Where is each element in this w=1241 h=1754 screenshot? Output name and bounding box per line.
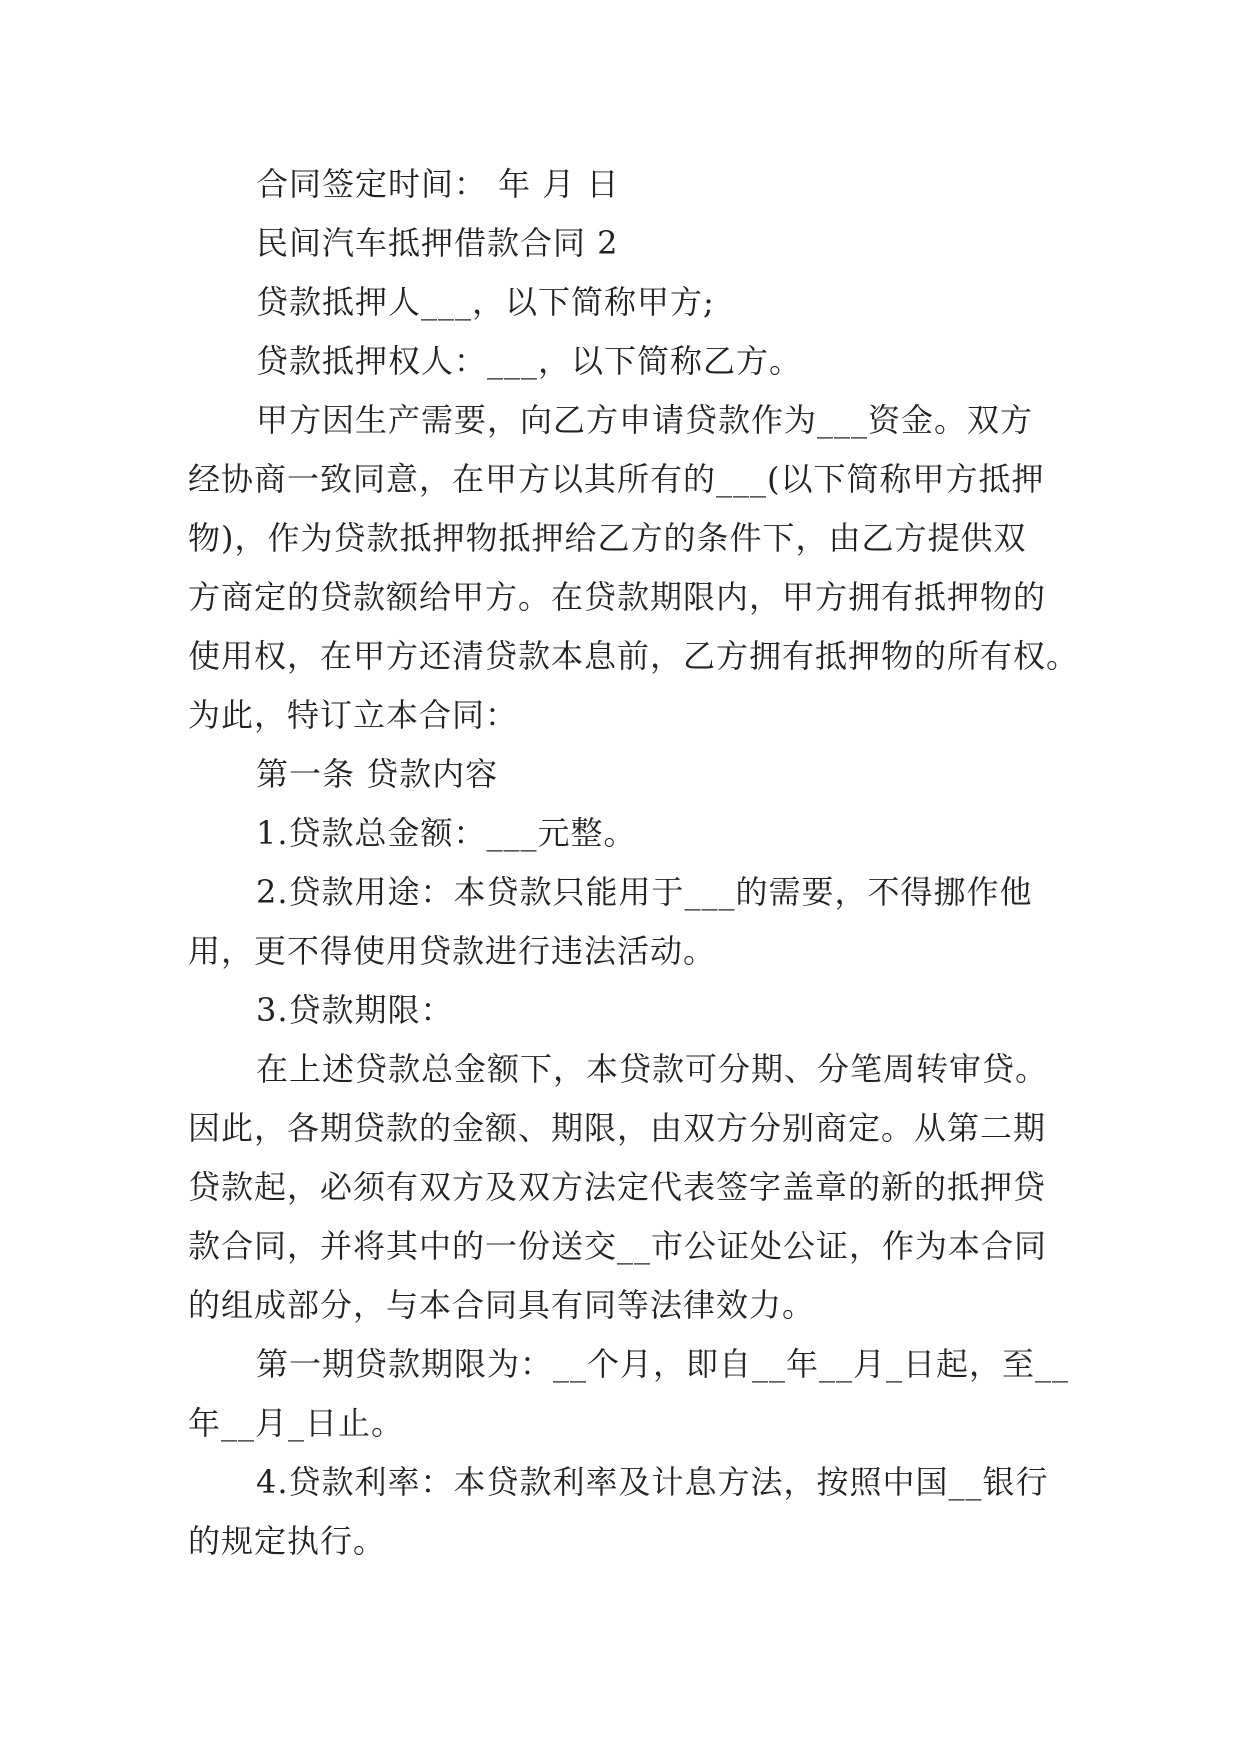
preamble-line-5: 使用权，在甲方还清贷款本息前，乙方拥有抵押物的所有权。 [188,637,1080,675]
loan-term-paragraph-line-3: 贷款起，必须有双方及双方法定代表签字盖章的新的抵押贷 [188,1168,1047,1206]
first-term-line-1: 第一期贷款期限为：__个月，即自__年__月_日起，至__ [256,1345,1070,1383]
party-b-line: 贷款抵押权人：___，以下简称乙方。 [256,342,803,380]
clause-loan-purpose-line-2: 用，更不得使用贷款进行违法活动。 [188,932,717,970]
preamble-line-1: 甲方因生产需要，向乙方申请贷款作为___资金。双方 [256,401,1034,439]
clause-interest-line-2: 的规定执行。 [188,1522,387,1560]
document-page [188,155,1080,1571]
party-a-line: 贷款抵押人___，以下简称甲方; [256,283,715,321]
loan-term-paragraph-line-1: 在上述贷款总金额下，本贷款可分期、分笔周转审贷。 [256,1050,1049,1088]
clause-loan-amount: 1.贷款总金额：___元整。 [256,814,637,852]
signing-date-line: 合同签定时间： 年 月 日 [256,165,620,203]
loan-term-paragraph-line-2: 因此，各期贷款的金额、期限，由双方分别商定。从第二期 [188,1109,1047,1147]
contract-title: 民间汽车抵押借款合同 2 [256,224,619,262]
article-1-heading: 第一条 贷款内容 [256,755,499,793]
preamble-line-2: 经协商一致同意，在甲方以其所有的___(以下简称甲方抵押 [188,460,1045,498]
preamble-line-3: 物)，作为贷款抵押物抵押给乙方的条件下，由乙方提供双 [188,519,1027,557]
preamble-line-4: 方商定的贷款额给甲方。在贷款期限内，甲方拥有抵押物的 [188,578,1047,616]
clause-loan-purpose-line-1: 2.贷款用途：本贷款只能用于___的需要，不得挪作他 [256,873,1033,911]
loan-term-paragraph-line-4: 款合同，并将其中的一份送交__市公证处公证，作为本合同 [188,1227,1048,1265]
first-term-line-2: 年__月_日止。 [188,1404,405,1442]
clause-loan-term-heading: 3.贷款期限： [256,991,454,1029]
clause-interest-line-1: 4.贷款利率：本贷款利率及计息方法，按照中国__银行 [256,1463,1049,1501]
loan-term-paragraph-line-5: 的组成部分，与本合同具有同等法律效力。 [188,1286,816,1324]
preamble-line-6: 为此，特订立本合同： [188,696,519,734]
